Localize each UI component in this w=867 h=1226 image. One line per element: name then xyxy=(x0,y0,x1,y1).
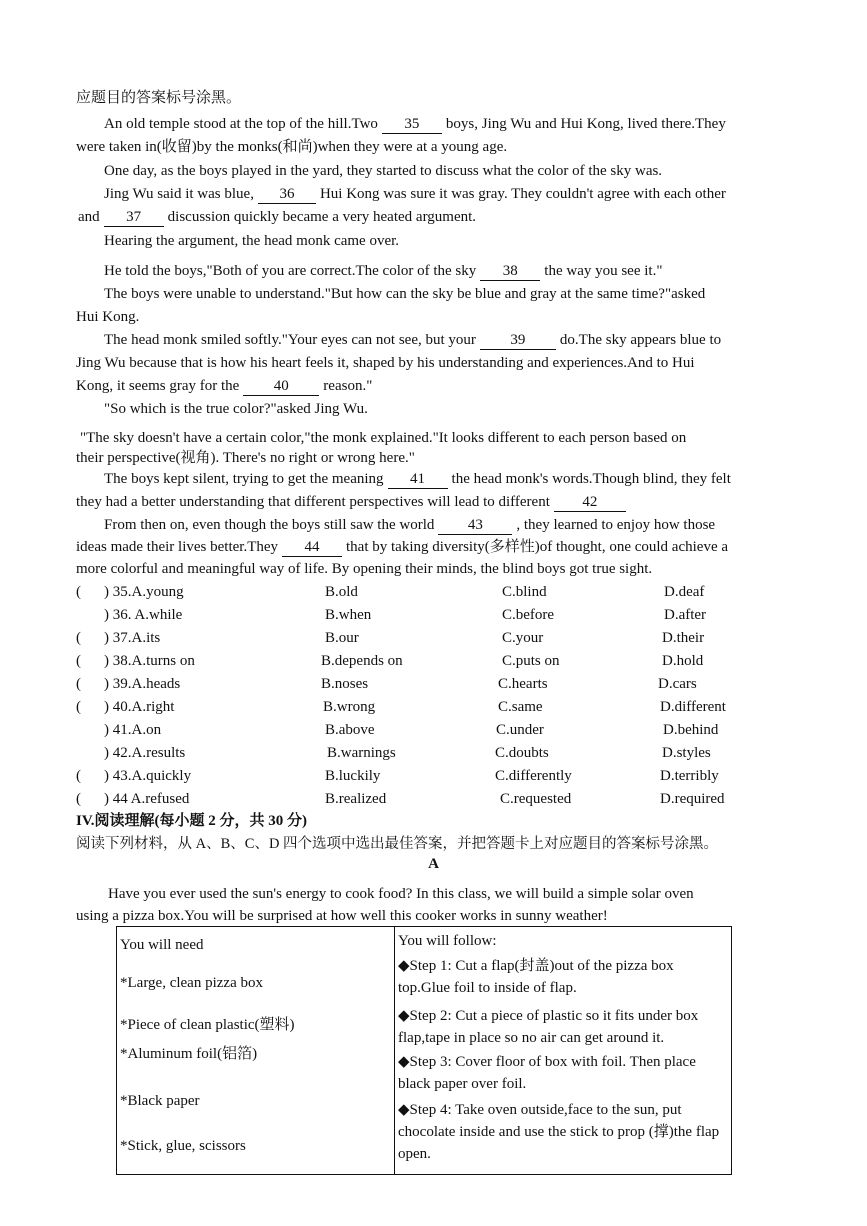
blank-40: 40 xyxy=(243,377,319,396)
passage-line: "The sky doesn't have a certain color,"the monk explained."It looks different to each person based on xyxy=(80,430,687,446)
top-instruction-line: 应题目的答案标号涂黑。 xyxy=(76,90,242,106)
section-instruction: 阅读下列材料，从 A、B、C、D 四个选项中选出最佳答案，并把答题卡上对应题目的答案标号涂黑。 xyxy=(76,836,719,852)
blank-36: 36 xyxy=(258,185,316,204)
blank-38: 38 xyxy=(480,262,540,281)
step-item: ◆Step 2: Cut a piece of plastic so it fits under box flap,tape in place so no air can get around it. xyxy=(398,1008,699,1046)
blank-35: 35 xyxy=(382,115,442,134)
passage-line: Hearing the argument, the head monk came over. xyxy=(104,233,400,249)
need-item: *Stick, glue, scissors xyxy=(120,1138,246,1154)
passage-line: From then on, even though the boys still saw the world 43 , they learned to enjoy how those xyxy=(104,517,716,533)
passage-line: The boys were unable to understand."But how can the sky be blue and gray at the same time?"asked xyxy=(104,286,706,302)
needs-header: You will need xyxy=(120,937,204,953)
blank-41: 41 xyxy=(388,470,448,489)
instructions-table xyxy=(116,926,732,1175)
need-item: *Piece of clean plastic(塑料) xyxy=(120,1017,295,1033)
blank-44: 44 xyxy=(282,538,342,557)
passage-line: "So which is the true color?"asked Jing Wu. xyxy=(104,401,368,417)
blank-39: 39 xyxy=(480,331,556,350)
passage-line: more colorful and meaningful way of life. By opening their minds, the blind boys got true sight. xyxy=(76,561,653,577)
step-item: ◆Step 4: Take oven outside,face to the sun, put chocolate inside and use the stick to prop (撑)the flap open. xyxy=(398,1102,720,1162)
passage-label: A xyxy=(428,856,439,872)
passage-line: He told the boys,"Both of you are correct.The color of the sky 38 the way you see it." xyxy=(104,263,663,279)
need-item: *Aluminum foil(铝箔) xyxy=(120,1046,258,1062)
passage-line: their perspective(视角). There's no right or wrong here." xyxy=(76,450,415,466)
passage-line: An old temple stood at the top of the hill.Two 35 boys, Jing Wu and Hui Kong, lived there.They xyxy=(104,116,726,132)
steps-column xyxy=(395,927,732,1175)
needs-column xyxy=(117,927,395,1175)
passage-line: The boys kept silent, trying to get the meaning 41 the head monk's words.Though blind, they felt xyxy=(104,471,731,487)
passage-line: Hui Kong. xyxy=(76,309,140,325)
step-item: ◆Step 1: Cut a flap(封盖)out of the pizza box top.Glue foil to inside of flap. xyxy=(398,958,674,996)
blank-37: 37 xyxy=(104,208,164,227)
section-heading: IV.阅读理解(每小题 2 分，共 30 分) xyxy=(76,813,307,829)
blank-43: 43 xyxy=(438,516,512,535)
passage-line: Jing Wu because that is how his heart feels it, shaped by his understanding and experiences.And to Hui xyxy=(76,355,695,371)
passage-line: ideas made their lives better.They 44 that by taking diversity(多样性)of thought, one could achieve a xyxy=(76,539,729,555)
blank-42: 42 xyxy=(554,493,626,512)
passage-line: they had a better understanding that different perspectives will lead to different 42 xyxy=(76,492,630,512)
passage-intro-line: using a pizza box.You will be surprised at how well this cooker works in sunny weather! xyxy=(76,908,608,924)
steps-header: You will follow: xyxy=(398,933,497,949)
passage-line: The head monk smiled softly."Your eyes can not see, but your 39 do.The sky appears blue to xyxy=(104,332,722,348)
passage-intro-line: Have you ever used the sun's energy to cook food? In this class, we will build a simple solar oven xyxy=(108,886,694,902)
passage-line: Kong, it seems gray for the 40 reason." xyxy=(76,378,373,394)
step-item: ◆Step 3: Cover floor of box with foil. Then place black paper over foil. xyxy=(398,1054,696,1092)
passage-line: One day, as the boys played in the yard, they started to discuss what the color of the sky was. xyxy=(104,163,663,179)
need-item: *Large, clean pizza box xyxy=(120,975,263,991)
passage-line: were taken in(收留)by the monks(和尚)when they were at a young age. xyxy=(76,139,508,155)
passage-line: Jing Wu said it was blue, 36 Hui Kong was sure it was gray. They couldn't agree with each other xyxy=(104,186,726,202)
passage-line: and 37 discussion quickly became a very heated argument. xyxy=(78,209,477,225)
need-item: *Black paper xyxy=(120,1093,200,1109)
